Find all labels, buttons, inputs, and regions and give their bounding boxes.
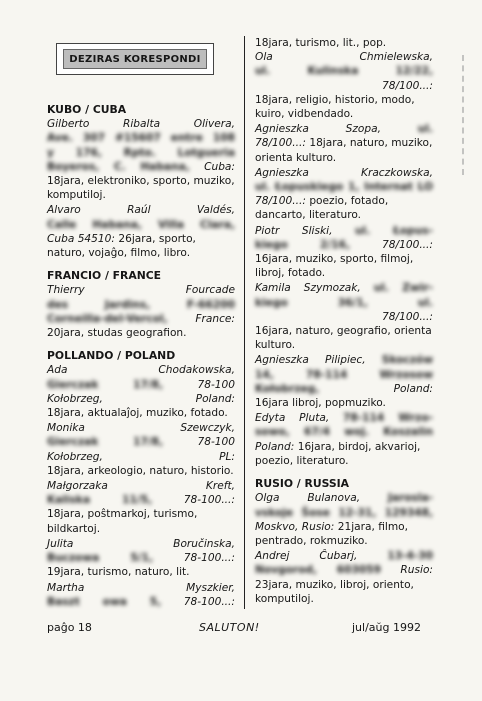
correspondent-entry xyxy=(47,479,235,536)
correspondent-entry xyxy=(255,281,433,352)
correspondent-name: Andrej Ĉubarj, xyxy=(255,550,358,563)
postal-code: 78-100...: xyxy=(183,494,235,507)
address-line: Calle Habana, Villa Clara, xyxy=(47,218,235,231)
correspondent-entry xyxy=(255,353,433,410)
address-line: Corneilla-del-Vercol, xyxy=(47,312,168,325)
place: Poland: xyxy=(255,440,295,453)
correspondent-name: Monika Szewczyk, xyxy=(47,422,235,435)
address-line: sowo, 67/4 woj. Koszalin xyxy=(255,426,433,439)
place: Cuba 54510: xyxy=(47,232,115,245)
correspondent-entry xyxy=(255,122,433,165)
place: Kołobrzeg, PL: xyxy=(47,450,235,463)
address-line: Boyeros, C. Habana, xyxy=(47,160,190,173)
address-line: Buczowa 5/1, xyxy=(47,552,154,565)
continued-text: 18jara, turismo, lit., pop. xyxy=(255,37,387,49)
address-line: Kaliska 11/5, xyxy=(47,494,153,507)
address-line: Gierczak 17/8, xyxy=(47,378,164,391)
correspondent-entry xyxy=(255,549,433,606)
interests: 16jara libroj, popmuziko. xyxy=(255,397,386,410)
postal-code: 78-100 xyxy=(197,378,236,391)
section-heading-box xyxy=(56,43,214,75)
address-line: 13-4-30 xyxy=(387,550,433,563)
page-number: paĝo 18 xyxy=(47,621,92,634)
address-line: Baszt owa 5, xyxy=(47,595,162,608)
postal-code: 78/100...: xyxy=(255,137,306,150)
section-heading: DEZIRAS KORESPONDI xyxy=(63,49,207,69)
correspondent-name: Edyta Pluta, xyxy=(255,412,330,425)
correspondent-name: Agnieszka Kraczkowska, xyxy=(255,166,433,179)
interests: poezio, fotado, dancarto, literaturo. xyxy=(255,195,389,222)
correspondent-entry xyxy=(47,283,235,340)
correspondent-entry xyxy=(255,491,433,548)
correspondent-name: Agnieszka Pilipiec, xyxy=(255,354,366,367)
correspondent-entry xyxy=(47,203,235,260)
interests: 20jara, studas geografion. xyxy=(47,327,187,340)
address-line: Ave. 307 #15607 entre 108 xyxy=(47,132,235,145)
correspondent-name: Kamila Szymozak, xyxy=(255,282,361,295)
interests: 16jara, muziko, sporto, filmoj, libroj, fotado. xyxy=(255,253,414,280)
address-line: ul. Kulinska 12/22, xyxy=(255,65,433,78)
place: Moskvo, Rusio: xyxy=(255,520,335,533)
correspondent-entry xyxy=(47,421,235,478)
correspondent-name: Ada Chodakowska, xyxy=(47,364,235,377)
interests: 19jara, turismo, naturo, lit. xyxy=(47,566,190,579)
address-line: ul. Łopuskiego 1, Internat LO xyxy=(255,181,433,194)
interests: 23jara, muziko, libroj, oriento, komputiloj. xyxy=(255,578,414,605)
postal-code: 78-100...: xyxy=(183,552,235,565)
country-heading: RUSIO / RUSSIA xyxy=(255,477,350,491)
binding-mark xyxy=(462,55,466,175)
address-line: vskoje Ŝose 12-31, 129348, xyxy=(255,506,433,519)
interests: 21jara, filmo, pentrado, rokmuziko. xyxy=(255,520,409,547)
address-line: 78-114 Wrzo- xyxy=(343,412,433,425)
interests: 18jara, aktualaĵoj, muziko, fotado. xyxy=(47,407,228,420)
correspondent-name: Thierry Fourcade xyxy=(47,284,235,297)
address-line: Kołobrzeg, xyxy=(255,382,320,395)
postal-code: 78/100...: xyxy=(382,79,433,92)
interests: 18jara, poŝtmarkoj, turismo, bildkartoj. xyxy=(47,508,198,535)
interests: 16jara, naturo, geografio, orienta kulturo. xyxy=(255,325,432,352)
address-line: Jarosla- xyxy=(387,492,433,505)
country-heading: FRANCIO / FRANCE xyxy=(47,269,162,283)
correspondent-entry xyxy=(255,411,433,468)
correspondent-name: Olga Bulanova, xyxy=(255,492,361,505)
column-divider xyxy=(244,36,245,609)
correspondent-entry xyxy=(255,224,433,281)
address-line: Skoczów xyxy=(381,354,433,367)
postal-code: 78/100...: xyxy=(382,238,433,251)
place: Rusio: xyxy=(400,564,433,577)
place: France: xyxy=(195,312,235,325)
address-line: kiego 2/16, xyxy=(255,238,351,251)
correspondent-name: Agnieszka Szopa, xyxy=(255,123,381,136)
interests: 18jara, naturo, muziko, orienta kulturo. xyxy=(255,137,433,164)
interests: 26jara, sporto, naturo, vojaĝo, filmo, libro. xyxy=(47,232,196,260)
postal-code: 78/100...: xyxy=(382,310,433,323)
address-line: Gierczak 17/8, xyxy=(47,436,164,449)
right-column xyxy=(255,36,433,607)
magazine-title: SALUTON! xyxy=(199,621,260,634)
interests: 18jara, elektroniko, sporto, muziko, komputiloj. xyxy=(47,175,235,202)
place: Cuba: xyxy=(204,160,235,173)
correspondent-name: Alvaro Raúl Valdés, xyxy=(47,204,235,217)
country-heading: POLLANDO / POLAND xyxy=(47,349,176,363)
place: Poland: xyxy=(393,382,433,395)
correspondent-name: Gilberto Ribalta Olivera, xyxy=(47,118,235,131)
interests: 16jara, birdoj, akvarioj, poezio, literaturo. xyxy=(255,440,421,467)
address-line: 14, 78-114 Wrzosow xyxy=(255,368,433,381)
postal-code: 78-100 xyxy=(197,436,236,449)
place: Kołobrzeg, Poland: xyxy=(47,392,235,405)
interests: 18jara, religio, historio, modo, kuiro, vidbendado. xyxy=(255,93,415,121)
correspondent-entry xyxy=(47,581,235,609)
postal-code: 78/100...: xyxy=(255,195,306,208)
address-line: y 176, Rpto. Lotgueria xyxy=(47,146,235,159)
address-line: ul. Łopus- xyxy=(355,224,433,237)
address-line: kiego 36/1, ul. xyxy=(255,296,433,309)
correspondent-entry xyxy=(255,166,433,223)
interests: 18jara, arkeologio, naturo, historio. xyxy=(47,464,234,477)
country-heading: KUBO / CUBA xyxy=(47,103,127,116)
correspondent-entry xyxy=(47,363,235,420)
postal-code: 78-100...: xyxy=(183,595,235,608)
correspondent-name: Małgorzaka Kreft, xyxy=(47,480,235,493)
address-line: des Jardins, F-66200 xyxy=(47,298,235,311)
address-line: ul. Zwir- xyxy=(373,282,433,295)
left-column xyxy=(47,94,235,610)
correspondent-entry xyxy=(255,50,433,121)
correspondent-name: Piotr Sliski, xyxy=(255,224,333,237)
issue-date: jul/aŭg 1992 xyxy=(352,621,421,634)
address-line: Novgorod, 603059 xyxy=(255,564,381,577)
correspondent-name: Julita Boručinska, xyxy=(47,537,235,550)
address-line: ul. xyxy=(417,123,433,136)
correspondent-name: Martha Myszkier, xyxy=(47,581,235,594)
correspondent-entry xyxy=(47,537,235,580)
correspondent-name: Ola Chmielewska, xyxy=(255,51,433,64)
correspondent-entry xyxy=(47,117,235,202)
